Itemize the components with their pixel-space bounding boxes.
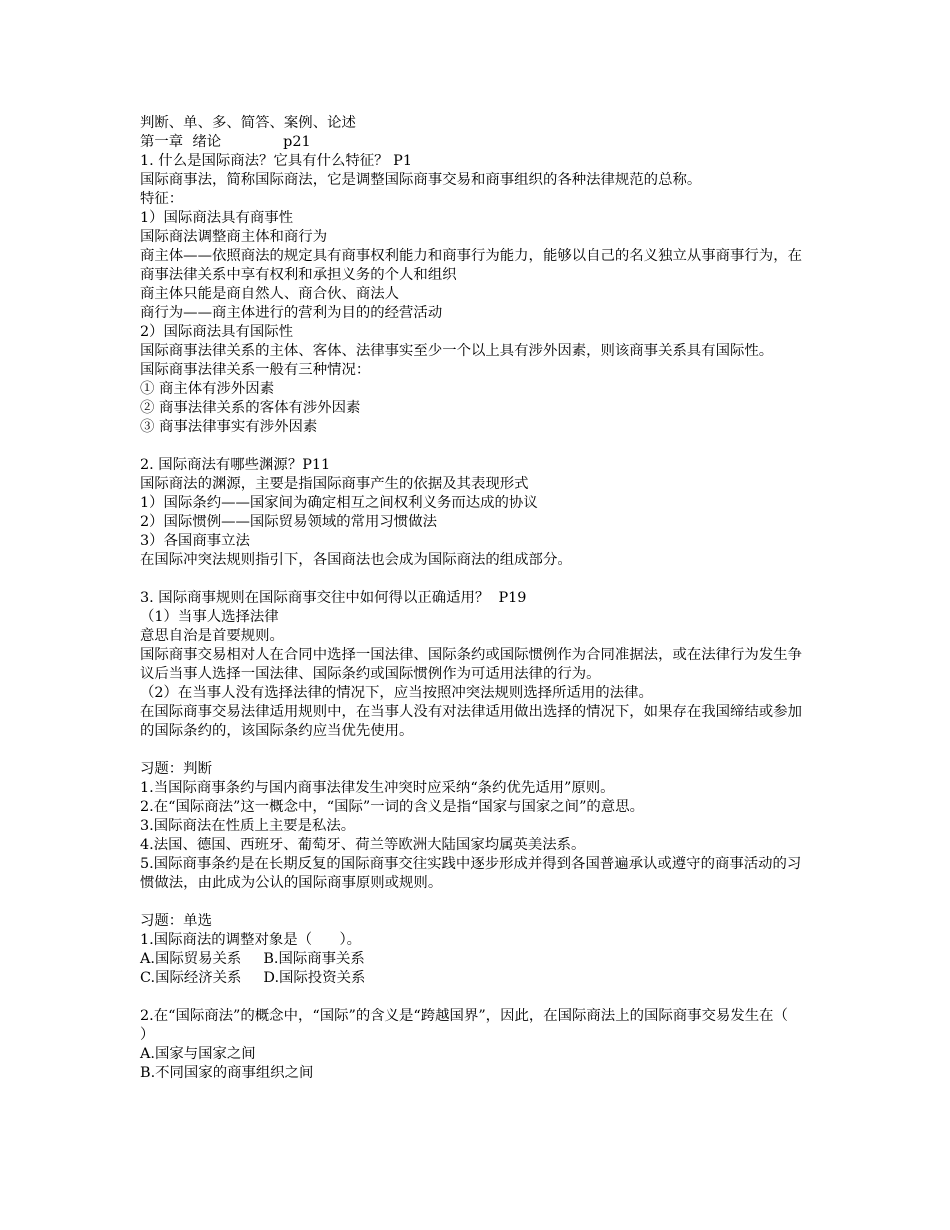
q1-feature1-line: 商行为——商主体进行的营利为目的的经营活动 — [140, 305, 443, 321]
option-d: D.国际投资关系 — [263, 970, 366, 986]
single-q1-options-row — [140, 969, 812, 988]
q2-line: 3）各国商事立法 — [140, 533, 250, 549]
q3-line: 国际商事交易相对人在合同中选择一国法律、国际条约或国际惯例作为合同准据法，或在法律行为发生争议后当事人选择一国法律、国际条约或国际惯例作为可适用法律的行为。 — [140, 647, 802, 682]
q2-line: 2）国际惯例——国际贸易领域的常用习惯做法 — [140, 514, 437, 530]
option-b: B.不同国家的商事组织之间 — [140, 1065, 314, 1081]
single-q2-stem: 2.在“国际商法”的概念中，“国际”的含义是“跨越国界”，因此，在国际商法上的国际商事交易发生在（ ） — [140, 1008, 816, 1043]
q1-definition: 国际商事法，简称国际商法，它是调整国际商事交易和商事组织的各种法律规范的总称。 — [140, 172, 702, 188]
q1-feature2-line: 国际商事法律关系的主体、客体、法律事实至少一个以上具有涉外因素，则该商事关系具有国际性。 — [140, 343, 774, 359]
option-b: B.国际商事关系 — [263, 951, 365, 967]
q2-line: 在国际冲突法规则指引下，各国商法也会成为国际商法的组成部分。 — [140, 552, 572, 568]
chapter-title: 第一章 绪论 — [140, 134, 222, 150]
option-a: A.国际贸易关系 — [140, 951, 242, 967]
q1-feature1-line: 商主体只能是商自然人、商合伙、商法人 — [140, 286, 400, 302]
judge-item: 4.法国、德国、西班牙、葡萄牙、荷兰等欧洲大陆国家均属英美法系。 — [140, 837, 586, 853]
q1-feature1-title: 1）国际商法具有商事性 — [140, 210, 294, 226]
chapter-page-ref: p21 — [283, 134, 311, 150]
exam-types-header: 判断、单、多、简答、案例、论述 — [140, 115, 356, 131]
q1-feature2-title: 2）国际商法具有国际性 — [140, 324, 294, 340]
spacer — [140, 893, 812, 912]
single-q1-stem: 1.国际商法的调整对象是（ ）。 — [140, 932, 362, 948]
q3-line: 意思自治是首要规则。 — [140, 628, 284, 644]
q1-feature2-item: ① 商主体有涉外因素 — [140, 381, 275, 397]
judge-item: 1.当国际商事条约与国内商事法律发生冲突时应采纳“条约优先适用”原则。 — [140, 780, 615, 796]
q1-question: 1. 什么是国际商法？它具有什么特征？ P1 — [140, 153, 412, 169]
spacer — [140, 437, 812, 456]
q2-line: 国际商法的渊源，主要是指国际商事产生的依据及其表现形式 — [140, 476, 529, 492]
judge-item: 3.国际商法在性质上主要是私法。 — [140, 818, 356, 834]
single-section-title: 习题：单选 — [140, 913, 212, 929]
judge-item: 5.国际商事条约是在长期反复的国际商事交往实践中逐步形成并得到各国普遍承认或遵守的商事活动的习惯做法，由此成为公认的国际商事原则或规则。 — [140, 856, 802, 891]
q1-features-label: 特征： — [140, 191, 184, 207]
q2-line: 1）国际条约——国家间为确定相互之间权利义务而达成的协议 — [140, 495, 538, 511]
judge-item: 2.在“国际商法”这一概念中，“国际”一词的含义是指“国家与国家之间”的意思。 — [140, 799, 644, 815]
q3-line: （1）当事人选择法律 — [140, 609, 279, 625]
q1-feature1-line: 商主体——依照商法的规定具有商事权利能力和商事行为能力，能够以自己的名义独立从事商事行为，在商事法律关系中享有权利和承担义务的个人和组织 — [140, 248, 802, 283]
q3-line: 在国际商事交易法律适用规则中，在当事人没有对法律适用做出选择的情况下，如果存在我国缔结或参加的国际条约的，该国际条约应当优先使用。 — [140, 704, 802, 739]
q1-feature1-line: 国际商法调整商主体和商行为 — [140, 229, 328, 245]
q3-line: （2）在当事人没有选择法律的情况下，应当按照冲突法规则选择所适用的法律。 — [140, 685, 653, 701]
option-c: C.国际经济关系 — [140, 970, 242, 986]
single-q1-options-row — [140, 950, 812, 969]
chapter-heading — [140, 133, 812, 152]
option-a: A.国家与国家之间 — [140, 1046, 256, 1062]
q1-feature2-item: ② 商事法律关系的客体有涉外因素 — [140, 400, 361, 416]
spacer — [140, 570, 812, 589]
q3-question: 3. 国际商事规则在国际商事交往中如何得以正确适用？ P19 — [140, 590, 527, 606]
q1-feature2-item: ③ 商事法律事实有涉外因素 — [140, 419, 318, 435]
q1-feature2-line: 国际商事法律关系一般有三种情况： — [140, 362, 371, 378]
spacer — [140, 741, 812, 760]
spacer — [140, 988, 812, 1007]
document-page — [140, 114, 816, 1083]
judge-section-title: 习题：判断 — [140, 761, 212, 777]
q2-question: 2. 国际商法有哪些渊源？P11 — [140, 457, 331, 473]
